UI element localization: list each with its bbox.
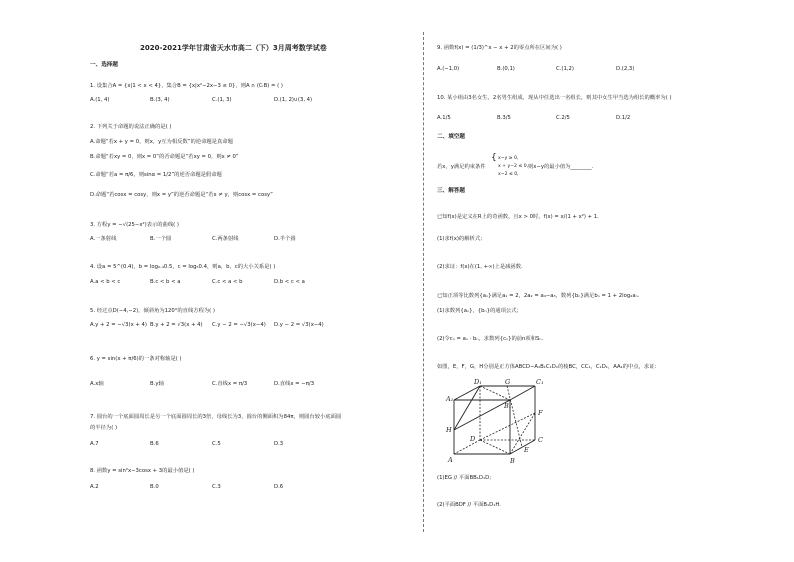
q2-option-d: D.命题“若cosx = cosy，则x = y”的逆否命题是“若x ≠ y，则cosx = cosy” — [90, 192, 273, 198]
cube-figure — [440, 378, 552, 466]
question-8: 8. 函数y = sin²x−3cosx + 3的最小值是( ) — [90, 468, 195, 474]
q6-option-b: B.y轴 — [150, 381, 164, 387]
question-13-part-2: (2)令cₙ = aₙ · bₙ，求数列{cₙ}的前n项和Sₙ. — [437, 336, 544, 342]
q9-option-b: B.(0,1) — [497, 66, 515, 72]
q9-option-c: C.(1,2) — [556, 66, 574, 72]
q7-option-b: B.6 — [150, 441, 159, 447]
question-2: 2. 下列关于命题的说法正确的是( ) — [90, 124, 172, 130]
question-1: 1. 设集合A = {x|1 < x < 4}，集合B = {x|x²−2x−3 ≤ 0}，则A ∩ (∁ᵣB) = ( ) — [90, 83, 283, 89]
q1-option-c: C.(1, 3) — [212, 97, 232, 103]
question-6: 6. y = sin(x + π/6)的一条对称轴是( ) — [90, 356, 182, 362]
section-choice-heading: 一、选择题 — [90, 62, 118, 68]
q3-option-b: B.一个圆 — [150, 236, 172, 242]
question-12-part-2: (2)求证：f(x)在(1, +∞)上是减函数. — [437, 264, 523, 270]
q7-option-a: A.7 — [90, 441, 99, 447]
q6-option-a: A.x轴 — [90, 381, 104, 387]
q3-option-c: C.两条射线 — [212, 236, 239, 242]
q5-option-a: A.y + 2 = −√3(x + 4) — [90, 322, 147, 328]
q4-option-d: D.b < c < a — [274, 279, 305, 285]
label-D1: D₁ — [474, 378, 482, 386]
section-solution-heading: 三、解答题 — [437, 188, 465, 194]
q10-option-c: C.2/5 — [556, 115, 570, 121]
constraint-2: x + y−2 ≤ 0, — [498, 164, 529, 169]
q4-option-a: A.a < b < c — [90, 279, 121, 285]
label-B1: B₁ — [504, 402, 512, 410]
q9-option-d: D.(2,3) — [616, 66, 635, 72]
label-E: E — [524, 446, 529, 454]
question-7-line-2: 的半径为( ) — [90, 425, 118, 431]
question-11-lead: 若x，y满足约束条件 — [437, 164, 486, 170]
q7-option-d: D.3 — [274, 441, 284, 447]
label-G: G — [505, 378, 511, 386]
question-14-part-2: (2)平面BDF // 平面B₁D₁H. — [437, 502, 501, 508]
label-C: C — [538, 436, 543, 444]
q10-option-d: D.1/2 — [616, 115, 631, 121]
q4-option-c: C.c < a < b — [212, 279, 243, 285]
label-D: D — [470, 435, 476, 443]
label-B: B — [510, 457, 515, 465]
q1-option-d: D.(1, 2)∪(3, 4) — [274, 97, 313, 103]
q3-option-a: A.一条射线 — [90, 236, 117, 242]
q2-option-c: C.命题“若a = π/6，则sinα = 1/2”的逆否命题是假命题 — [90, 172, 222, 178]
question-3: 3. 方程y = −√(25−x²)表示的曲线( ) — [90, 222, 179, 228]
q6-option-c: C.直线x = π/3 — [212, 381, 248, 387]
q3-option-d: D.半个圆 — [274, 236, 296, 242]
q10-option-b: B.3/5 — [497, 115, 511, 121]
q8-option-c: C.3 — [212, 484, 221, 490]
constraint-3: x−2 ≤ 0, — [498, 172, 519, 177]
q5-option-c: C.y − 2 = −√3(x−4) — [212, 322, 266, 328]
q1-option-a: A.(1, 4) — [90, 97, 110, 103]
question-12: 已知f(x)是定义在R上的奇函数，且x > 0时，f(x) = x/(1 + x²) + 1. — [437, 214, 599, 220]
label-H: H — [446, 426, 452, 434]
question-13-part-1: (1)求数列{aₙ}，{bₙ}的通项公式； — [437, 308, 522, 314]
q8-option-b: B.0 — [150, 484, 159, 490]
q5-option-b: B.y + 2 = √3(x + 4) — [150, 322, 203, 328]
question-7-line-1: 7. 圆台的一个底面圆周长是另一个底面圆周长的3倍，母线长为3，圆台的侧面积为84π，则圆台较小底面圆 — [90, 414, 342, 420]
question-10: 10. 某小组由3名女生、2名男生组成，现从中任选出一名组长，则其中女生甲当选为组长的概率为( ) — [437, 95, 672, 101]
question-11-tail: 则x−y的最小值为________. — [528, 164, 594, 170]
q8-option-a: A.2 — [90, 484, 99, 490]
q4-option-b: B.c < b < a — [150, 279, 181, 285]
constraint-brace: { — [491, 153, 497, 163]
q8-option-d: D.6 — [274, 484, 284, 490]
q2-option-b: B.命题“若xy = 0，则x = 0”的否命题是“若xy = 0，则x ≠ 0” — [90, 154, 239, 160]
q10-option-a: A.1/5 — [437, 115, 451, 121]
constraint-1: x−y ≥ 0, — [498, 156, 519, 161]
label-A1: A₁ — [446, 395, 454, 403]
label-A: A — [448, 456, 453, 464]
q5-option-d: D.y − 2 = √3(x−4) — [274, 322, 324, 328]
label-C1: C₁ — [536, 378, 544, 386]
section-fill-heading: 二、填空题 — [437, 134, 465, 140]
page-title: 2020-2021学年甘肃省天水市高二（下）3月周考数学试卷 — [140, 44, 327, 52]
q1-option-b: B.(3, 4) — [150, 97, 170, 103]
question-14: 如图，E，F，G，H分别是正方体ABCD−A₁B₁C₁D₁的棱BC，CC₁，C₁D₁，AA₁的中点，求证： — [437, 364, 660, 370]
question-13: 已知正项等比数列{aₙ}满足a₁ = 2，2a₂ = a₄−a₃，数列{bₙ}满足bₙ = 1 + 2log₂aₙ. — [437, 293, 640, 299]
question-5: 5. 经过点D(−4,−2)，倾斜角为120°的直线方程为( ) — [90, 308, 215, 314]
question-9: 9. 函数f(x) = (1/3)^x − x + 2的零点所在区间为( ) — [437, 45, 562, 51]
label-F: F — [538, 409, 543, 417]
q7-option-c: C.5 — [212, 441, 221, 447]
question-4: 4. 设a = 5^(0.4)，b = log₀.₄0.5，c = log₅0.4，则a，b，c的大小关系是( ) — [90, 264, 276, 270]
question-14-part-1: (1)EG // 平面BB₁D₁D； — [437, 475, 495, 481]
column-divider — [423, 32, 424, 532]
q9-option-a: A.(−1,0) — [437, 66, 460, 72]
question-12-part-1: (1)求f(x)的解析式； — [437, 236, 486, 242]
q2-option-a: A.命题“若x + y = 0，则x，y互为相反数”的逆命题是真命题 — [90, 139, 233, 145]
q6-option-d: D.直线x = −π/3 — [274, 381, 315, 387]
